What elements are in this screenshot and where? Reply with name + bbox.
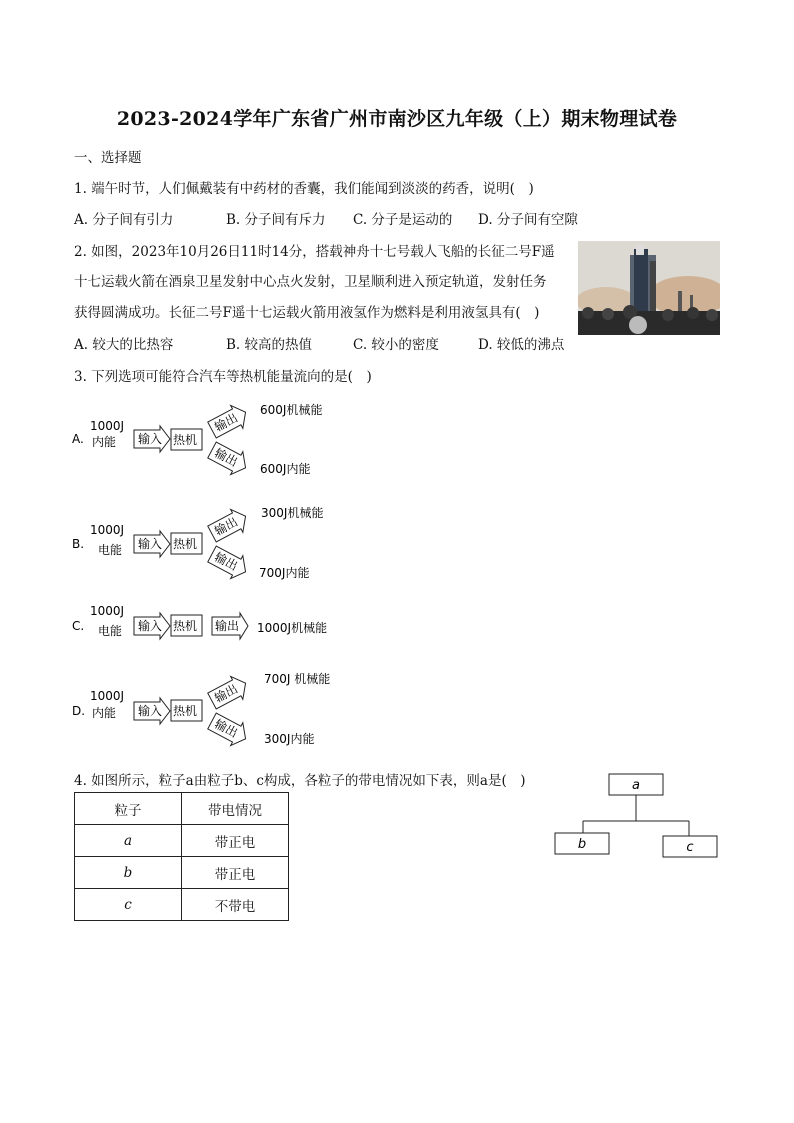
q3-a-out1: 600J机械能 — [260, 403, 323, 417]
q3-c-output-arrow — [212, 613, 248, 639]
q3-b-out2: 700J内能 — [259, 566, 310, 580]
q3-d-out2: 300J内能 — [264, 732, 315, 746]
table-cell: 不带电 — [182, 889, 289, 921]
q2-option-c[interactable]: C. 较小的密度 — [353, 337, 439, 353]
q3-c-output-label: 输出 — [215, 619, 240, 633]
charge-table — [74, 792, 289, 921]
q3-c-out1: 1000J机械能 — [257, 621, 328, 635]
q3-c-letter: C. — [72, 619, 85, 633]
q4-stem: 4. 如图所示，粒子a由粒子b、c构成，各粒子的带电情况如下表，则a是( ) — [74, 773, 526, 789]
q3-a-input-label: 输入 — [138, 432, 163, 446]
rocket-launch-photo — [578, 241, 720, 335]
q3-a-output-label-down: 输出 — [212, 445, 241, 470]
q3-b-output-label-down: 输出 — [212, 549, 241, 574]
q3-c-engine-label: 热机 — [173, 619, 198, 633]
q3-option-b[interactable] — [72, 505, 323, 584]
q3-b-output-arrow-up — [206, 505, 252, 546]
q3-b-out1: 300J机械能 — [261, 506, 324, 520]
q1-option-c[interactable]: C. 分子是运动的 — [353, 212, 453, 228]
table-row — [75, 825, 289, 857]
table-cell: 带正电 — [182, 825, 289, 857]
q1-option-a[interactable]: A. 分子间有引力 — [74, 212, 174, 228]
q3-a-engine-label: 热机 — [173, 433, 198, 447]
q3-d-output-arrow-up — [206, 672, 252, 713]
q2-option-a[interactable]: A. 较大的比热容 — [74, 337, 174, 353]
q3-a-src-amount: 1000J — [90, 419, 125, 433]
q3-c-src-type: 电能 — [98, 624, 123, 638]
particle-tree-diagram — [550, 770, 725, 862]
q3-option-c[interactable] — [72, 604, 327, 639]
q2-option-d[interactable]: D. 较低的沸点 — [478, 337, 565, 353]
q2-stem-line1: 2. 如图，2023年10月26日11时14分，搭载神舟十七号载人飞船的长征二号F遥 — [74, 244, 555, 260]
q3-b-src-type: 电能 — [98, 543, 123, 557]
q1-stem: 1. 端午时节，人们佩戴装有中药材的香囊，我们能闻到淡淡的药香，说明( ) — [74, 181, 534, 197]
q3-b-output-arrow-down — [206, 543, 252, 584]
rocket-launch-illustration — [578, 241, 720, 335]
section-heading: 一、选择题 — [74, 150, 142, 166]
q1-option-d[interactable]: D. 分子间有空隙 — [478, 212, 578, 228]
q3-option-a[interactable] — [72, 401, 322, 480]
table-cell: a — [75, 825, 182, 857]
q3-d-output-label-up: 输出 — [212, 681, 241, 706]
table-header: 粒子 — [75, 793, 182, 825]
q3-a-output-arrow-up — [206, 401, 252, 442]
table-cell: c — [75, 889, 182, 921]
q3-c-input-label: 输入 — [138, 619, 163, 633]
particle-a-label: a — [632, 778, 640, 793]
particle-b-label: b — [577, 837, 587, 852]
table-cell: 带正电 — [182, 857, 289, 889]
q3-c-src-amount: 1000J — [90, 604, 125, 618]
q3-d-output-label-down: 输出 — [212, 716, 241, 741]
q3-d-output-arrow-down — [206, 710, 252, 751]
q3-b-input-label: 输入 — [138, 537, 163, 551]
q2-option-b[interactable]: B. 较高的热值 — [226, 337, 313, 353]
q3-stem: 3. 下列选项可能符合汽车等热机能量流向的是( ) — [74, 369, 372, 385]
q3-d-src-type: 内能 — [92, 706, 117, 720]
table-row — [75, 889, 289, 921]
q3-a-output-arrow-down — [206, 439, 252, 480]
q3-d-letter: D. — [72, 704, 86, 718]
page-title: 2023-2024学年广东省广州市南沙区九年级（上）期末物理试卷 — [116, 108, 678, 130]
q3-d-engine-label: 热机 — [173, 704, 198, 718]
q3-a-output-label-up: 输出 — [212, 410, 241, 435]
table-header: 带电情况 — [182, 793, 289, 825]
energy-flow-diagrams — [60, 390, 360, 760]
table-cell: b — [75, 857, 182, 889]
table-header-row — [75, 793, 289, 825]
q2-stem-line3: 获得圆满成功。长征二号F遥十七运载火箭用液氢作为燃料是利用液氢具有( ) — [74, 305, 540, 321]
q3-a-letter: A. — [72, 432, 84, 446]
q3-a-src-type: 内能 — [92, 435, 117, 449]
q3-b-src-amount: 1000J — [90, 523, 125, 537]
q3-d-src-amount: 1000J — [90, 689, 125, 703]
q3-b-engine-label: 热机 — [173, 537, 198, 551]
table-row — [75, 857, 289, 889]
q3-b-letter: B. — [72, 537, 85, 551]
q3-d-input-label: 输入 — [138, 704, 163, 718]
q1-option-b[interactable]: B. 分子间有斥力 — [226, 212, 326, 228]
q3-d-out1: 700J 机械能 — [264, 672, 331, 686]
q2-stem-line2: 十七运载火箭在酒泉卫星发射中心点火发射，卫星顺利进入预定轨道，发射任务 — [74, 274, 547, 290]
q3-b-output-label-up: 输出 — [212, 514, 241, 539]
q3-option-d[interactable] — [72, 671, 330, 750]
particle-c-label: c — [686, 840, 694, 855]
q3-a-out2: 600J内能 — [260, 462, 311, 476]
